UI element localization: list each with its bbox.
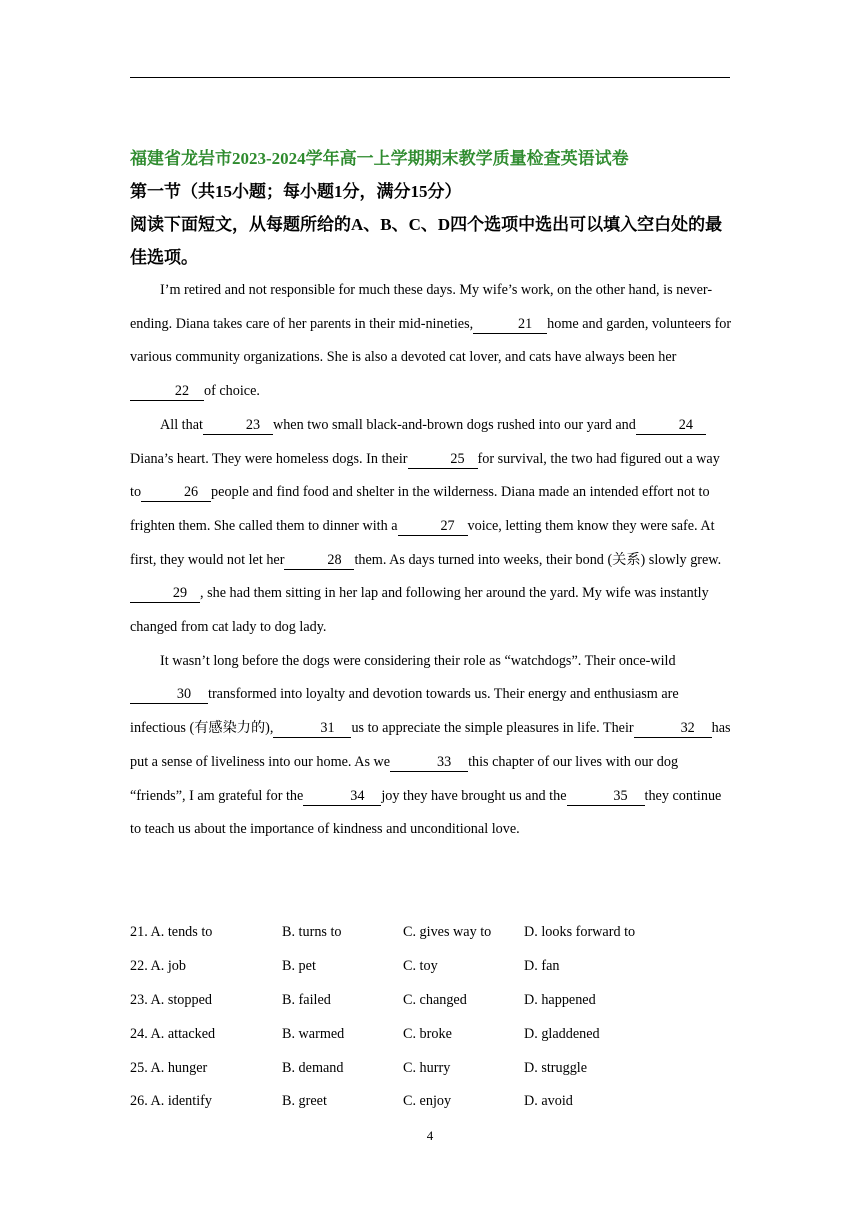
- passage-text: transformed into loyalty and devotion towards us. Their energy and enthusiasm are infectious (有感染力的),: [130, 686, 679, 737]
- option-a: 23. A. stopped: [130, 991, 212, 1008]
- option-a: 24. A. attacked: [130, 1025, 216, 1042]
- blank-27: 27: [398, 518, 468, 536]
- passage-text: joy they have brought us and the: [381, 787, 567, 804]
- passage-text: It wasn’t long before the dogs were considering their role as “watchdogs”. Their once-wild: [160, 652, 676, 669]
- blank-29: 29: [130, 585, 200, 603]
- blank-34: 34: [303, 788, 381, 806]
- option-a: 25. A. hunger: [130, 1059, 208, 1076]
- blank-30: 30: [130, 686, 208, 704]
- option-a: 21. A. tends to: [130, 924, 213, 941]
- option-d: D. avoid: [524, 1093, 573, 1110]
- passage-text: when two small black-and-brown dogs rushed into our yard and: [272, 416, 636, 433]
- paragraph-1: [130, 274, 732, 409]
- passage-text: I’m retired and not responsible for much these days. My wife’s work, on the other hand, is never-ending. Diana takes care of her parents in their mid-nineties,: [130, 282, 713, 332]
- blank-28: 28: [284, 552, 354, 570]
- reading-passage: [130, 274, 732, 847]
- blank-22: 22: [130, 383, 204, 401]
- passage-text: this chapter of our lives with our dog “friends”, I am grateful for the: [130, 753, 679, 804]
- passage-text: voice, letting them know they were safe. At first, they would not let her: [130, 517, 715, 568]
- option-c: C. gives way to: [403, 924, 492, 941]
- passage-text: of choice.: [204, 383, 260, 400]
- option-d: D. happened: [524, 991, 596, 1008]
- passage-text: , she had them sitting in her lap and following her around the yard. My wife was instantly changed from cat lady to dog lady.: [130, 585, 709, 636]
- option-row-25: [130, 1051, 684, 1085]
- option-a: 22. A. job: [130, 958, 186, 975]
- blank-24: 24: [636, 417, 706, 435]
- option-b: B. turns to: [282, 924, 342, 941]
- instructions: 阅读下面短文，从每题所给的A、B、C、D四个选项中选出可以填入空白处的最佳选项。: [130, 215, 723, 267]
- passage-text: them. As days turned into weeks, their bond (关系) slowly grew.: [354, 551, 722, 568]
- option-c: C. broke: [403, 1025, 452, 1042]
- option-d: D. fan: [524, 958, 560, 975]
- passage-text: home and garden, volunteers for various community organizations. She is also a devoted cat lover, and cats have always been her: [130, 315, 732, 366]
- option-c: C. hurry: [403, 1059, 451, 1076]
- blank-25: 25: [408, 451, 478, 469]
- option-a: 26. A. identify: [130, 1093, 212, 1110]
- option-b: B. pet: [282, 958, 316, 975]
- option-b: B. warmed: [282, 1025, 345, 1042]
- passage-text: for survival, the two had figured out a way to: [130, 450, 720, 501]
- paragraph-3: [130, 645, 732, 847]
- option-row-21: [130, 916, 684, 950]
- page-number: 4: [426, 1128, 434, 1143]
- answer-options: [130, 916, 684, 1119]
- option-b: B. greet: [282, 1093, 327, 1110]
- blank-33: 33: [390, 754, 468, 772]
- passage-text: us to appreciate the simple pleasures in life. Their: [351, 720, 634, 737]
- exam-title: 福建省龙岩市2023-2024学年高一上学期期末教学质量检查英语试卷: [130, 149, 629, 168]
- blank-32: 32: [634, 720, 712, 738]
- passage-text: has put a sense of liveliness into our home. As we: [130, 720, 731, 770]
- option-row-24: [130, 1017, 684, 1051]
- header-rule: [130, 77, 730, 78]
- blank-23: 23: [203, 417, 273, 435]
- option-row-22: [130, 950, 684, 984]
- passage-text: people and find food and shelter in the wilderness. Diana made an intended effort not to frighten them. She called them to dinner with a: [130, 484, 710, 534]
- option-d: D. gladdened: [524, 1025, 600, 1042]
- option-c: C. changed: [403, 991, 467, 1008]
- option-b: B. demand: [282, 1059, 344, 1076]
- section-heading: 第一节（共15小题；每小题1分，满分15分）: [130, 182, 462, 201]
- blank-21: 21: [473, 316, 547, 334]
- blank-26: 26: [141, 484, 211, 502]
- option-row-26: [130, 1085, 684, 1119]
- option-d: D. struggle: [524, 1059, 588, 1076]
- blank-31: 31: [273, 720, 351, 738]
- option-c: C. toy: [403, 958, 438, 975]
- paragraph-2: [130, 409, 732, 645]
- passage-text: they continue to teach us about the importance of kindness and unconditional love.: [130, 787, 722, 838]
- blank-35: 35: [567, 788, 645, 806]
- option-row-23: [130, 984, 684, 1018]
- option-c: C. enjoy: [403, 1093, 452, 1110]
- passage-text: Diana’s heart. They were homeless dogs. In their: [130, 450, 408, 467]
- option-b: B. failed: [282, 991, 331, 1008]
- passage-text: All that: [160, 416, 203, 433]
- option-d: D. looks forward to: [524, 924, 636, 941]
